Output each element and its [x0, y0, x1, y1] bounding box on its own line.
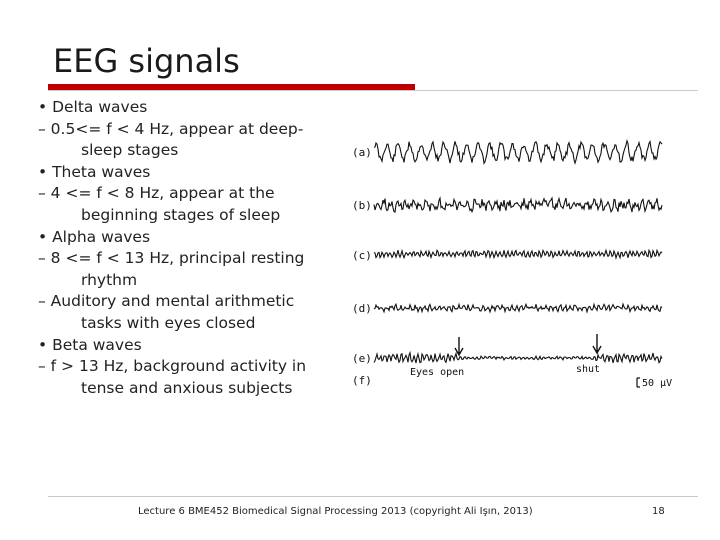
eeg-trace-d: [374, 304, 662, 312]
bullet-delta: • Delta waves: [38, 98, 148, 116]
trace-label-f: (f): [352, 374, 372, 387]
sub-bullet-beta-range-cont: tense and anxious subjects: [81, 378, 293, 397]
sub-bullet-delta-range-cont: sleep stages: [81, 141, 179, 160]
sub-bullet-delta-range: – 0.5<= f < 4 Hz, appear at deep-: [38, 119, 304, 138]
trace-label-d: (d): [352, 302, 372, 315]
scale-bracket-icon: [637, 378, 640, 387]
shut-arrow-icon: [593, 334, 601, 353]
eeg-trace-c: [374, 250, 662, 258]
sub-bullet-alpha-range-cont: rhythm: [81, 270, 138, 289]
sub-bullet-theta-range: – 4 <= f < 8 Hz, appear at the: [38, 184, 275, 203]
sub-bullet-theta-range-cont: beginning stages of sleep: [81, 205, 281, 224]
bullet-alpha: • Alpha waves: [38, 227, 151, 246]
eeg-traces-image: [344, 132, 692, 403]
eeg-figure: [344, 132, 692, 403]
eeg-trace-a: [374, 141, 662, 164]
bullet-list: [38, 97, 338, 399]
shut-label: shut: [576, 364, 601, 375]
bullet-beta: • Beta waves: [38, 335, 142, 354]
eeg-trace-e: [374, 353, 662, 363]
footer-divider: [48, 496, 698, 497]
page-number: 18: [652, 506, 665, 517]
sub-bullet-beta-range: – f > 13 Hz, background activity in: [38, 357, 307, 376]
scale-label: 50 µV: [642, 378, 673, 389]
title-divider: [48, 90, 698, 91]
sub-bullet-alpha-tasks: – Auditory and mental arithmetic: [38, 292, 295, 311]
sub-bullet-alpha-range: – 8 <= f < 13 Hz, principal resting: [38, 249, 305, 268]
trace-label-a: (a): [352, 146, 372, 159]
eeg-trace-b: [374, 198, 662, 212]
trace-label-b: (b): [352, 199, 372, 212]
footer-text: Lecture 6 BME452 Biomedical Signal Processing 2013 (copyright Ali Işın, 2013): [138, 506, 533, 517]
slide-title: EEG signals: [53, 42, 240, 80]
bullet-theta: • Theta waves: [38, 162, 151, 181]
sub-bullet-alpha-tasks-cont: tasks with eyes closed: [81, 313, 256, 332]
eyes-open-label: Eyes open: [410, 367, 465, 378]
trace-label-c: (c): [352, 249, 372, 262]
trace-label-e: (e): [352, 352, 372, 365]
